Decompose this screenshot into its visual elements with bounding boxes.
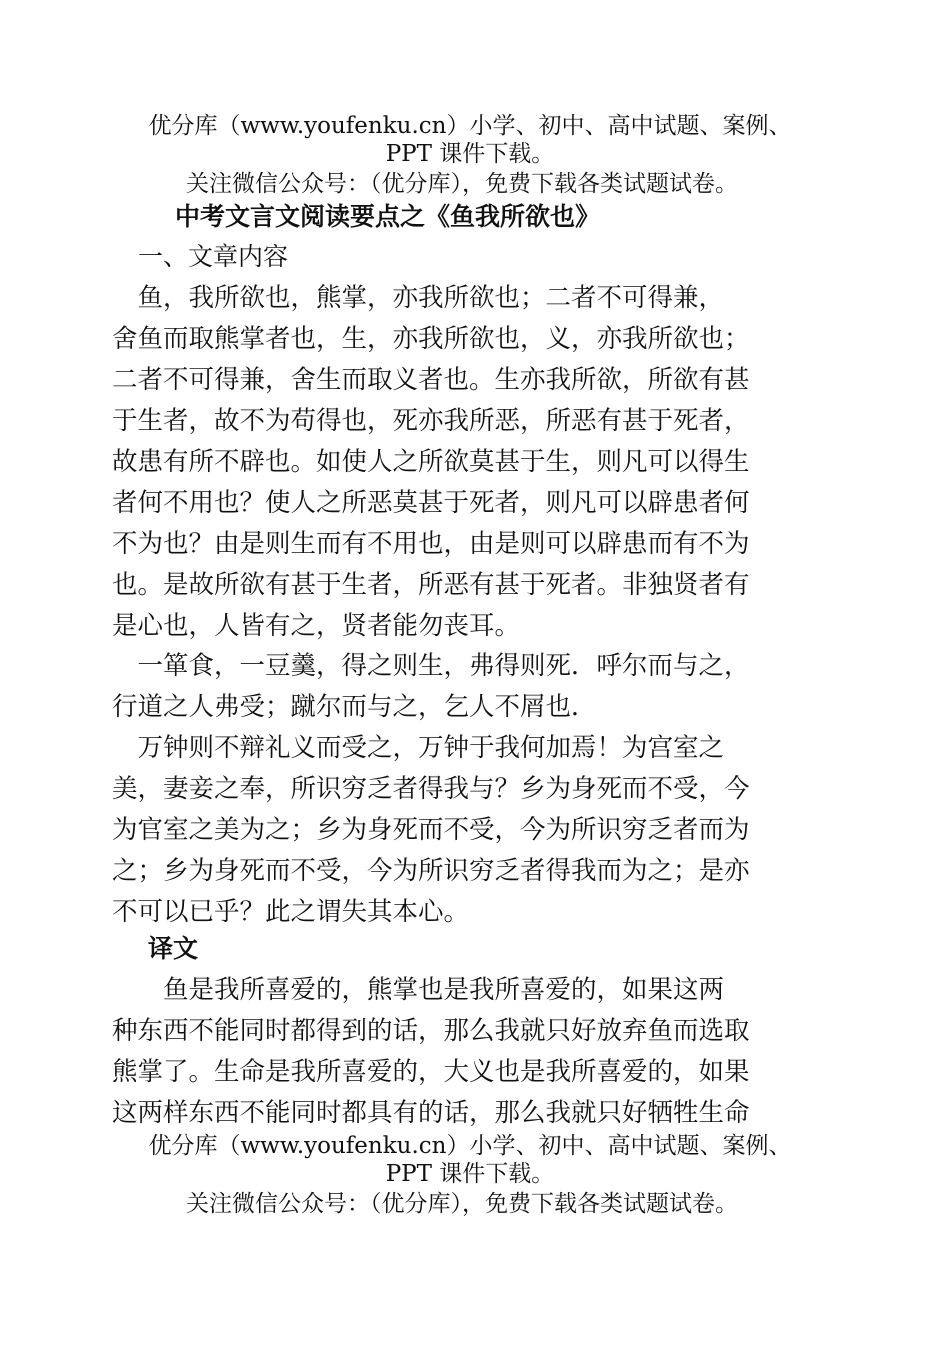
text-line: 是心也，人皆有之，贤者能勿丧耳。 xyxy=(112,611,521,641)
text-line: 万钟则不辩礼义而受之，万钟于我何加焉！为宫室之 xyxy=(112,733,725,763)
text-line: 也。是故所欲有甚于生者，所恶有甚于死者。非独贤者有 xyxy=(112,570,750,600)
text-line: 种东西不能同时都得到的话，那么我就只好放弃鱼而选取 xyxy=(112,1016,750,1046)
paragraph-1 xyxy=(112,278,802,647)
translation-heading: 译文 xyxy=(148,934,199,963)
text-line: 不为也？由是则生而有不用也，由是则可以辟患而有不为 xyxy=(112,529,750,559)
paragraph-2 xyxy=(112,646,802,728)
text-line: 一箪食，一豆羹，得之则生，弗得则死．呼尔而与之， xyxy=(112,651,750,681)
text-line: 这两样东西不能同时都具有的话，那么我就只好牺牲生命 xyxy=(112,1098,750,1128)
text-line: 行道之人弗受；蹴尔而与之，乞人不屑也． xyxy=(112,692,597,722)
text-line: 鱼，我所欲也，熊掌，亦我所欲也；二者不可得兼， xyxy=(112,283,725,313)
document-title: 中考文言文阅读要点之《鱼我所欲也》 xyxy=(175,202,601,231)
text-line: 为官室之美为之；乡为身死而不受，今为所识穷乏者而为 xyxy=(112,815,750,845)
header-line-2: PPT 课件下载。 xyxy=(385,141,555,167)
translation-text xyxy=(112,970,802,1134)
text-line: 舍鱼而取熊掌者也，生，亦我所欲也，义，亦我所欲也； xyxy=(112,324,750,354)
text-line: 不可以已乎？此之谓失其本心。 xyxy=(112,897,470,927)
text-line: 二者不可得兼，舍生而取义者也。生亦我所欲，所欲有甚 xyxy=(112,365,750,395)
section-heading: 一、文章内容 xyxy=(138,242,289,271)
text-line: 故患有所不辟也。如使人之所欲莫甚于生，则凡可以得生 xyxy=(112,447,750,477)
text-line: 鱼是我所喜爱的，熊掌也是我所喜爱的，如果这两 xyxy=(112,975,725,1005)
header-line-3: 关注微信公众号：（优分库），免费下载各类试题试卷。 xyxy=(186,171,738,197)
text-line: 之；乡为身死而不受，今为所识穷乏者得我而为之；是亦 xyxy=(112,856,750,886)
footer-line-2: PPT 课件下载。 xyxy=(385,1161,555,1187)
header-line-1: 优分库（www.youfenku.cn）小学、初中、高中试题、案例、 xyxy=(148,113,792,139)
text-line: 熊掌了。生命是我所喜爱的，大义也是我所喜爱的，如果 xyxy=(112,1057,750,1087)
text-line: 者何不用也？使人之所恶莫甚于死者，则凡可以辟患者何 xyxy=(112,488,750,518)
footer-line-3: 关注微信公众号：（优分库），免费下载各类试题试卷。 xyxy=(186,1191,738,1217)
text-line: 美，妻妾之奉，所识穷乏者得我与？乡为身死而不受，今 xyxy=(112,774,750,804)
paragraph-3 xyxy=(112,728,802,933)
text-line: 于生者，故不为苟得也，死亦我所恶，所恶有甚于死者， xyxy=(112,406,750,436)
footer-line-1: 优分库（www.youfenku.cn）小学、初中、高中试题、案例、 xyxy=(148,1133,792,1159)
